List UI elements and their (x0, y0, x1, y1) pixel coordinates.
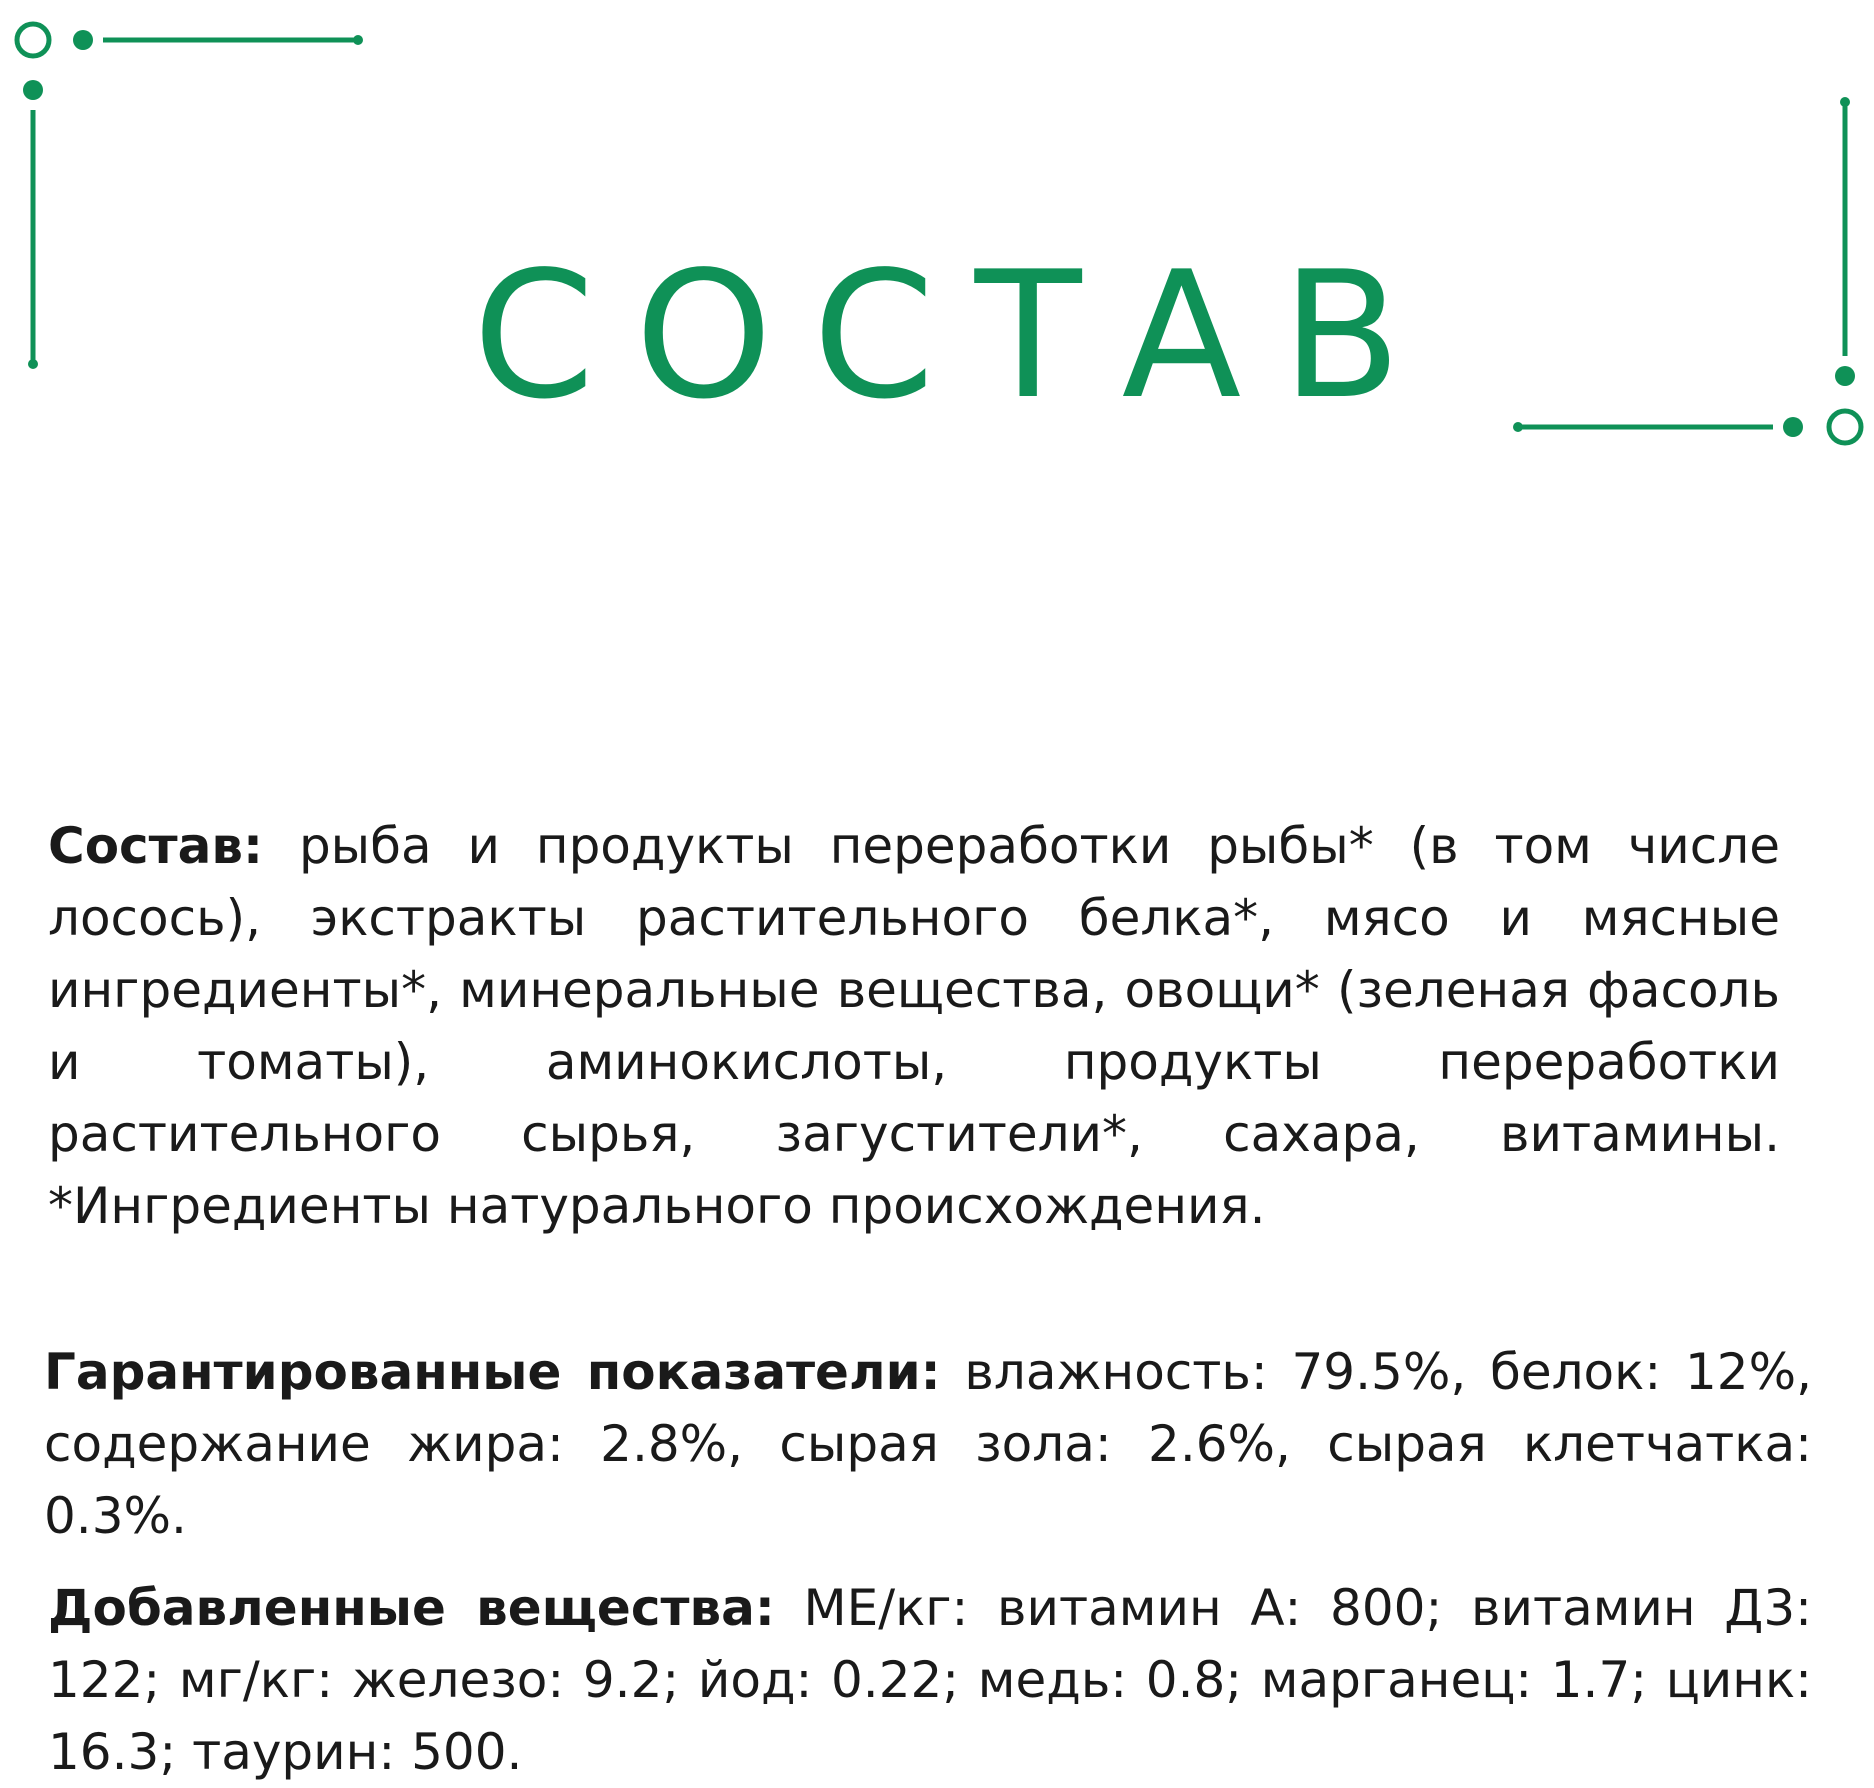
ring-icon (17, 24, 49, 56)
page-title: СОСТАВ (472, 235, 1442, 439)
guaranteed-values-text: влажность: 79.5%, белок: 12%, содержание жира: 2.8%, сырая зола: 2.6%, сырая клетчатка: 0.3%. (44, 1343, 1812, 1545)
dot-icon (353, 35, 363, 45)
composition-paragraph (48, 810, 1780, 1242)
added-substances-label: Добавленные вещества: (48, 1579, 775, 1637)
added-substances-paragraph (48, 1572, 1812, 1788)
composition-text: рыба и продукты переработки рыбы* (в том числе лосось), экстракты растительного белка*, мясо и мясные ингредиенты*, минеральные вещества, овощи* (зеленая фасоль и томаты), аминокислоты, продукты переработки растительного сырья, загустители*, сахара, витамины. *Ингредиенты натурального происхождения. (48, 817, 1781, 1235)
dot-icon (73, 30, 93, 50)
added-substances-text: МЕ/кг: витамин А: 800; витамин Д3: 122; мг/кг: железо: 9.2; йод: 0.22; медь: 0.8; марганец: 1.7; цинк: 16.3; таурин: 500. (48, 1579, 1812, 1781)
guaranteed-values-paragraph (44, 1336, 1812, 1552)
composition-label: Состав: (48, 817, 264, 875)
dot-icon (23, 80, 43, 100)
guaranteed-values-label: Гарантированные показатели: (44, 1343, 941, 1401)
